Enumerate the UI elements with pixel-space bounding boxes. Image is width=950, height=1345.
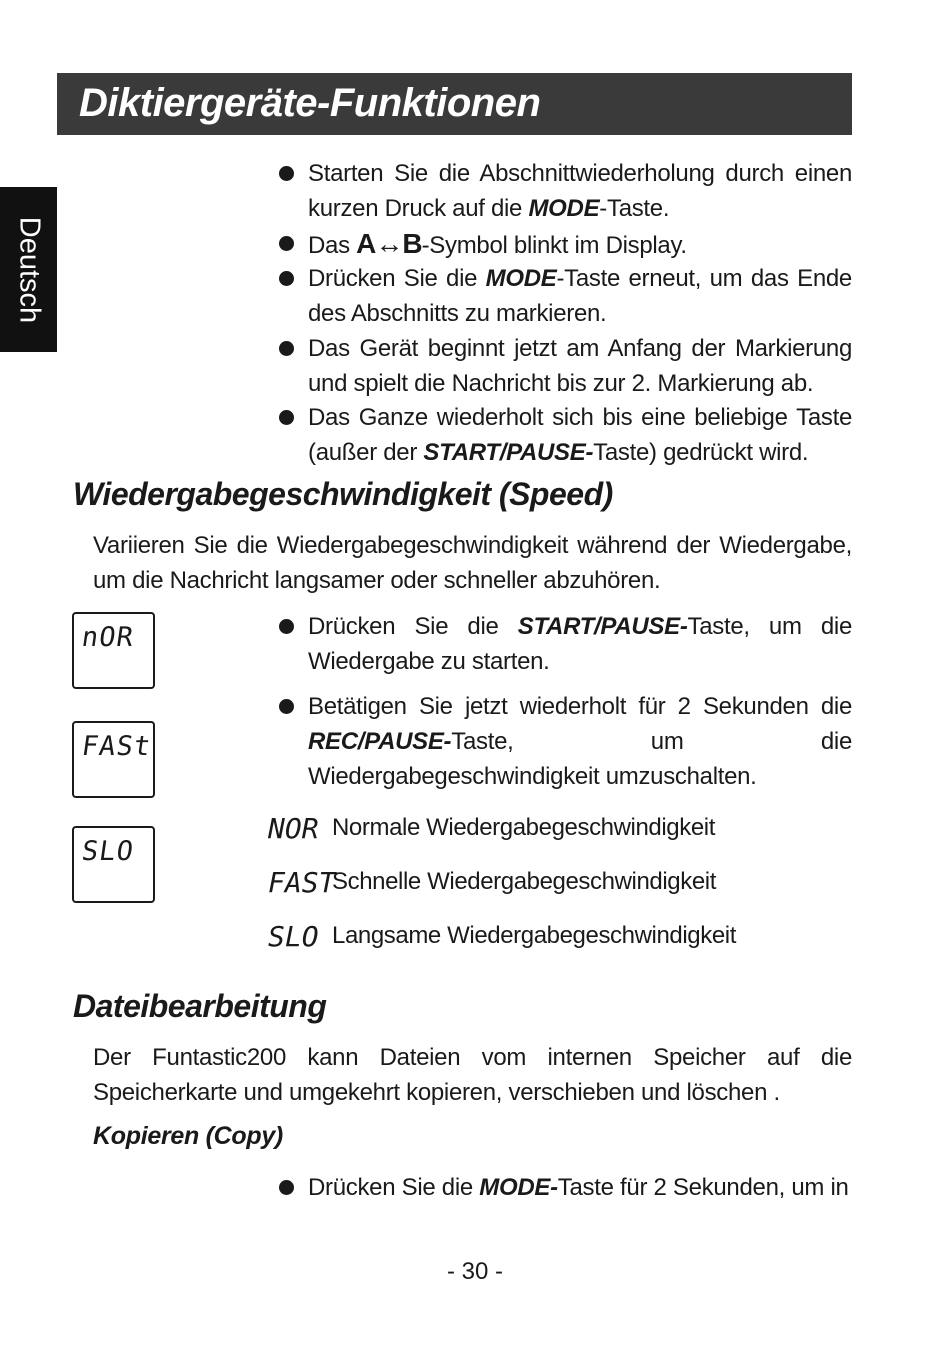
bullet-dot-icon — [279, 410, 294, 425]
bullet-dot-icon — [279, 236, 294, 251]
bullet-item — [279, 1170, 852, 1205]
lcd-display-fast — [72, 721, 155, 798]
page-number: - 30 - — [446, 1258, 503, 1285]
bullet-dot-icon — [279, 341, 294, 356]
speed-row-fast — [268, 866, 868, 902]
lcd-text: nOR — [79, 622, 136, 653]
bullet-dot-icon — [279, 1180, 294, 1195]
bullet-text: Drücken Sie die MODE-Taste für 2 Sekunden, um in — [308, 1174, 849, 1201]
bullet-text: Das Ganze wiederholt sich bis eine beliebige Taste (außer der START/PAUSE-Taste) gedrückt wird. — [308, 404, 852, 466]
file-intro-text: Der Funtastic200 kann Dateien vom internen Speicher auf die Speicherkarte und umgekehrt kopieren, verschieben und löschen . — [93, 1044, 852, 1106]
bullet-dot-icon — [279, 166, 294, 181]
bullet-text: Betätigen Sie jetzt wiederholt für 2 Sekunden die REC/PAUSE-Taste, um die Wiedergabegeschwindigkeit umzuschalten. — [308, 693, 852, 790]
page-header — [57, 73, 852, 135]
lcd-text: SLO — [79, 836, 136, 867]
speed-description: Normale Wiedergabegeschwindigkeit — [332, 814, 715, 841]
bullet-item — [279, 400, 852, 470]
section-heading-speed: Wiedergabegeschwindigkeit (Speed) — [73, 476, 613, 512]
a-b-repeat-icon: A↔B — [356, 228, 422, 259]
bullet-item — [279, 261, 852, 331]
bullet-item — [279, 609, 852, 679]
section-heading-file-editing: Dateibearbeitung — [73, 988, 327, 1024]
speed-intro-text: Variieren Sie die Wiedergabegeschwindigkeit während der Wiedergabe, um die Nachricht langsamer oder schneller abzuhören. — [93, 532, 852, 594]
bullet-dot-icon — [279, 271, 294, 286]
speed-code: FAST — [268, 866, 336, 899]
bullet-text: Das A↔B-Symbol blinkt im Display. — [308, 228, 687, 259]
bullet-item — [279, 156, 852, 226]
bullet-dot-icon — [279, 699, 294, 714]
bullet-text: Starten Sie die Abschnittwiederholung durch einen kurzen Druck auf die MODE-Taste. — [308, 160, 852, 222]
speed-description: Schnelle Wiedergabegeschwindigkeit — [332, 868, 716, 895]
bullet-text: Das Gerät beginnt jetzt am Anfang der Markierung und spielt die Nachricht bis zur 2. Markierung ab. — [308, 335, 852, 397]
lcd-text: FASt — [79, 731, 154, 762]
language-tab — [0, 187, 57, 352]
bullet-item — [279, 226, 852, 263]
lcd-display-slow — [72, 826, 155, 903]
bullet-text: Drücken Sie die START/PAUSE-Taste, um die Wiedergabe zu starten. — [308, 613, 852, 675]
speed-description: Langsame Wiedergabegeschwindigkeit — [332, 922, 736, 949]
lcd-display-normal — [72, 612, 155, 689]
page-title: Diktiergeräte-Funktionen — [79, 81, 541, 125]
bullet-text: Drücken Sie die MODE-Taste erneut, um das Ende des Abschnitts zu markieren. — [308, 265, 852, 327]
speed-code: SLO — [268, 920, 319, 953]
language-tab-label: Deutsch — [13, 216, 45, 323]
bullet-item — [279, 689, 852, 794]
speed-code: NOR — [268, 812, 319, 845]
speed-row-normal — [268, 812, 868, 848]
bullet-dot-icon — [279, 619, 294, 634]
speed-row-slow — [268, 920, 868, 956]
sub-heading-copy: Kopieren (Copy) — [93, 1122, 283, 1150]
bullet-item — [279, 331, 852, 401]
